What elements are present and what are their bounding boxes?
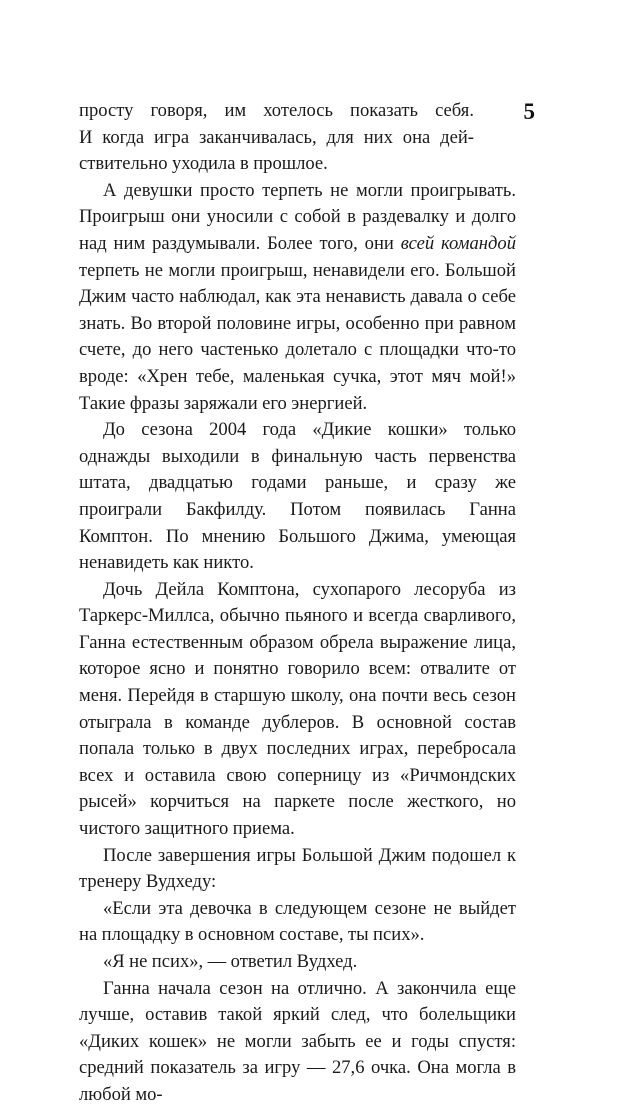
body-text [79,98,516,1109]
paragraph-text: А девушки просто терпеть не могли проигрывать. Проигрыш они уносили с собой в раздевалку и долго над ним раздумывали. Более того, они [79,179,516,254]
paragraph: Дочь Дейла Комптона, сухопарого лесоруба из Таркерс-Миллса, обычно пьяного и всегда сварливого, Ганна естественным образом обрела выражение лица, которое ясно и понятно говорило всем: отвалите от меня. Перейдя в старшую школу, она почти весь сезон отыграла в команде дублеров. В основной состав попала только в двух последних играх, перебросала всех и оставила свою соперницу из «Ричмондских рысей» корчиться на паркете после жесткого, но чистого защитного приема. [79,578,516,840]
italic-emphasis: всей командой [400,232,516,254]
paragraph-text: терпеть не могли проигрыш, ненавидели его. Большой Джим часто наблюдал, как эта ненависть давала о себе знать. Во второй половине игры, особенно при равном счете, до него частенько долетало с площадки что-то вроде: «Хрен тебе, маленькая сучка, этот мяч мой!» Такие фразы заряжали его энергией. [79,259,516,414]
page-number: 5 [523,99,535,124]
paragraph-continued [79,98,474,178]
text-line: ствительно уходила в прошлое. [79,153,328,175]
dialogue-paragraph: «Если эта девочка в следующем сезоне не выйдет на площадку в основном составе, ты псих». [79,897,516,946]
paragraph: После завершения игры Большой Джим подошел к тренеру Вудхеду: [79,844,516,893]
text-line: просту говоря, им хотелось показать себя. [79,100,474,121]
book-page [79,98,516,1105]
paragraph: До сезона 2004 года «Дикие кошки» только однажды выходили в финальную часть первенства штата, двадцатью годами раньше, и сразу же проиграли Бакфилду. Потом появилась Ганна Комптон. По мнению Большого Джима, умеющая ненавидеть как никто. [79,419,516,574]
paragraph [79,178,516,417]
text-line: И когда игра заканчивалась, для них она дей- [79,126,474,148]
paragraph: Ганна начала сезон на отлично. А закончила еще лучше, оставив такой яркий след, что болельщики «Диких кошек» не могли забыть ее и годы спустя: средний показатель за игру — 27,6 очка. Она могла в любой мо- [79,977,516,1105]
dialogue-paragraph: «Я не псих», — ответил Вудхед. [103,951,358,972]
